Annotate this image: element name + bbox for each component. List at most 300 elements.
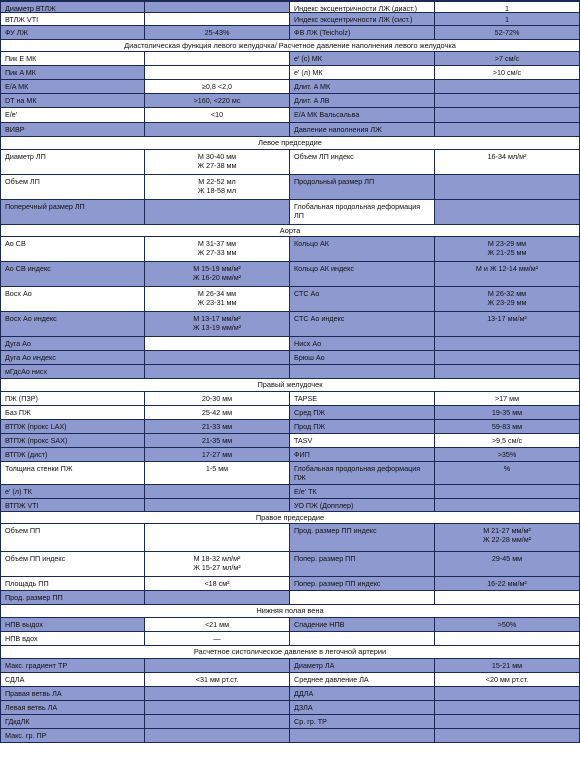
param-label bbox=[0, 687, 145, 701]
table-row bbox=[0, 552, 580, 577]
cell-text: <18 см² bbox=[204, 579, 230, 588]
param-label bbox=[0, 485, 145, 499]
cell-text-line2: Ж 13-19 мм/м² bbox=[192, 323, 242, 333]
cell-text: Продольный размер ЛП bbox=[294, 177, 375, 186]
param-label bbox=[290, 200, 435, 225]
cell-text: 21-35 мм bbox=[201, 436, 233, 445]
cell-text: DT на МК bbox=[5, 96, 37, 105]
cell-text: Ао СВ индекс bbox=[5, 264, 51, 273]
cell-text: Кольцо АК индекс bbox=[294, 264, 354, 273]
param-norm bbox=[145, 715, 290, 729]
section-header bbox=[0, 379, 580, 392]
param-label bbox=[290, 659, 435, 673]
cell-text: >10 см/с bbox=[492, 68, 522, 77]
param-label bbox=[0, 552, 145, 577]
cell-text-line2: Ж 27-33 мм bbox=[197, 248, 237, 258]
cell-text: Попер. размер ПП bbox=[294, 554, 356, 563]
cell-text: Объем ПП bbox=[5, 526, 41, 535]
param-norm bbox=[435, 462, 580, 485]
table-row bbox=[0, 66, 580, 80]
section-title: Нижняя полая вена bbox=[0, 605, 580, 618]
cell-text: Восх Ао индекс bbox=[5, 314, 57, 323]
param-label bbox=[290, 262, 435, 287]
param-norm bbox=[145, 200, 290, 225]
param-norm bbox=[145, 26, 290, 40]
cell-text: 16-34 мл/м² bbox=[487, 152, 527, 161]
param-norm bbox=[145, 577, 290, 591]
table-row bbox=[0, 262, 580, 287]
param-label bbox=[0, 13, 145, 26]
param-label bbox=[0, 365, 145, 379]
cell-text: ВТЛЖ VTI bbox=[5, 15, 39, 24]
cell-text: Диаметр ВТЛЖ bbox=[5, 4, 56, 13]
param-label bbox=[290, 577, 435, 591]
section-title: Правое предсердие bbox=[0, 512, 580, 524]
param-label bbox=[0, 150, 145, 175]
param-norm bbox=[145, 337, 290, 351]
cell-text: Баз ПЖ bbox=[5, 408, 31, 417]
param-norm bbox=[145, 123, 290, 137]
param-norm bbox=[435, 448, 580, 462]
param-label bbox=[0, 406, 145, 420]
param-label bbox=[0, 715, 145, 729]
table-row bbox=[0, 577, 580, 591]
cell-text: Макс. гр. ПР bbox=[5, 731, 47, 740]
param-label bbox=[290, 287, 435, 312]
param-label bbox=[290, 150, 435, 175]
param-label bbox=[0, 26, 145, 40]
param-norm bbox=[145, 52, 290, 66]
cell-text: 25-43% bbox=[204, 28, 230, 37]
param-label bbox=[0, 94, 145, 108]
cell-text: Поперечный размер ЛП bbox=[5, 202, 85, 211]
cell-text: 25-42 мм bbox=[201, 408, 233, 417]
table-row bbox=[0, 200, 580, 225]
table-row bbox=[0, 26, 580, 40]
cell-text: М и Ж 12-14 мм/м² bbox=[475, 264, 539, 273]
param-label bbox=[290, 687, 435, 701]
cell-text: М 26-34 мм bbox=[197, 289, 237, 298]
param-norm bbox=[435, 351, 580, 365]
section-header bbox=[0, 225, 580, 237]
param-label bbox=[0, 729, 145, 743]
param-norm bbox=[435, 94, 580, 108]
cell-text: Сред ПЖ bbox=[294, 408, 326, 417]
cell-text: 17-27 мм bbox=[201, 450, 233, 459]
cell-text: М 23-29 мм bbox=[487, 239, 527, 248]
cell-text: Прод. размер ПП индекс bbox=[294, 526, 377, 535]
param-norm bbox=[435, 524, 580, 552]
cell-text: Диаметр ЛА bbox=[294, 661, 335, 670]
cell-text: Ао СВ bbox=[5, 239, 26, 248]
param-label bbox=[290, 312, 435, 337]
param-label bbox=[0, 632, 145, 646]
param-norm bbox=[145, 462, 290, 485]
param-label bbox=[0, 591, 145, 605]
cell-text: >7 см/с bbox=[494, 54, 520, 63]
table-row bbox=[0, 632, 580, 646]
param-norm bbox=[435, 108, 580, 123]
cell-text: >50% bbox=[497, 620, 517, 629]
cell-text: 21-33 мм bbox=[201, 422, 233, 431]
table-row bbox=[0, 729, 580, 743]
cell-text: НПВ выдох bbox=[5, 620, 43, 629]
param-norm bbox=[435, 591, 580, 605]
param-norm bbox=[145, 618, 290, 632]
cell-text: ФУ ЛЖ bbox=[5, 28, 29, 37]
param-label bbox=[290, 729, 435, 743]
section-title: Диастолическая функция левого желудочка/ Расчетное давление наполнения левого желудочка bbox=[0, 40, 580, 52]
param-norm bbox=[435, 262, 580, 287]
param-label bbox=[0, 52, 145, 66]
param-label bbox=[0, 499, 145, 512]
cell-text: 13-17 мм/м² bbox=[487, 314, 527, 323]
param-norm bbox=[435, 701, 580, 715]
cell-text: E/e' ТК bbox=[294, 487, 317, 496]
cell-text: СТС Ао bbox=[294, 289, 320, 298]
param-norm bbox=[145, 406, 290, 420]
param-label bbox=[290, 434, 435, 448]
cell-text: e' (л) ТК bbox=[5, 487, 32, 496]
cell-text: Нисх Ао bbox=[294, 339, 322, 348]
param-norm bbox=[435, 659, 580, 673]
cell-text: Длит. A МК bbox=[294, 82, 331, 91]
param-label bbox=[290, 673, 435, 687]
table-row bbox=[0, 0, 580, 13]
param-label bbox=[0, 287, 145, 312]
section-header bbox=[0, 40, 580, 52]
cell-text: ДДЛА bbox=[294, 689, 314, 698]
table-row bbox=[0, 351, 580, 365]
cell-text: Давление наполнения ЛЖ bbox=[294, 125, 382, 134]
param-label bbox=[290, 66, 435, 80]
cell-text-line2: ПЖ bbox=[294, 473, 306, 483]
cell-text: Объем ЛП индекс bbox=[294, 152, 354, 161]
cell-text: Индекс эксцентричности ЛЖ (диаст.) bbox=[294, 4, 417, 13]
cell-text: 52-72% bbox=[494, 28, 520, 37]
param-norm bbox=[145, 150, 290, 175]
param-norm bbox=[435, 420, 580, 434]
cell-text: >17 мм bbox=[494, 394, 520, 403]
cell-text-line2: ЛП bbox=[294, 211, 304, 221]
cell-text: 1 bbox=[505, 4, 509, 13]
param-norm bbox=[435, 577, 580, 591]
param-label bbox=[290, 552, 435, 577]
param-norm bbox=[145, 66, 290, 80]
cell-text: ВТПЖ VTI bbox=[5, 501, 39, 510]
param-label bbox=[0, 673, 145, 687]
param-label bbox=[290, 108, 435, 123]
param-norm bbox=[435, 632, 580, 646]
param-label bbox=[290, 618, 435, 632]
table-row bbox=[0, 591, 580, 605]
cell-text-line2: Ж 23-31 мм bbox=[197, 298, 237, 308]
param-label bbox=[0, 577, 145, 591]
cell-text: Пик A МК bbox=[5, 68, 36, 77]
cell-text: НПВ вдох bbox=[5, 634, 38, 643]
cell-text: TASV bbox=[294, 436, 313, 445]
param-norm bbox=[435, 26, 580, 40]
param-norm bbox=[435, 150, 580, 175]
param-label bbox=[290, 13, 435, 26]
param-label bbox=[0, 1, 145, 13]
cell-text: % bbox=[503, 464, 511, 473]
section-header bbox=[0, 512, 580, 524]
cell-text-line2: Ж 22-28 мм/м² bbox=[482, 535, 532, 545]
table-row bbox=[0, 448, 580, 462]
param-norm bbox=[435, 123, 580, 137]
param-norm bbox=[145, 108, 290, 123]
param-norm bbox=[435, 715, 580, 729]
cell-text: Объем ЛП bbox=[5, 177, 40, 186]
param-label bbox=[290, 237, 435, 262]
param-label bbox=[0, 659, 145, 673]
cell-text: ФВ ЛЖ (Teicholz) bbox=[294, 28, 351, 37]
cell-text: Длит. A ЛВ bbox=[294, 96, 330, 105]
param-norm bbox=[435, 618, 580, 632]
cell-text: М 15-19 мм/м² bbox=[193, 264, 241, 273]
param-label bbox=[290, 175, 435, 200]
param-norm bbox=[435, 687, 580, 701]
cell-text: Спадение НПВ bbox=[294, 620, 345, 629]
cell-text: E/A МК bbox=[5, 82, 29, 91]
cell-text: E/A МК Вальсальва bbox=[294, 110, 360, 119]
cell-text: ≥0,8 <2,0 bbox=[201, 82, 233, 91]
param-norm bbox=[435, 312, 580, 337]
section-title: Расчетное систолическое давление в легочной артерии bbox=[0, 646, 580, 659]
cell-text: УО ПЖ (Допплер) bbox=[294, 501, 354, 510]
cell-text: Пик E МК bbox=[5, 54, 37, 63]
table-row bbox=[0, 365, 580, 379]
param-label bbox=[290, 715, 435, 729]
param-label bbox=[290, 632, 435, 646]
cell-text: ГДкдЛК bbox=[5, 717, 30, 726]
param-label bbox=[290, 448, 435, 462]
cell-text: Попер. размер ПП индекс bbox=[294, 579, 381, 588]
param-norm bbox=[145, 175, 290, 200]
cell-text: ВТПЖ (прокс LAX) bbox=[5, 422, 67, 431]
cell-text: <20 мм рт.ст. bbox=[485, 675, 529, 684]
cell-text: ФИП bbox=[294, 450, 310, 459]
table-row bbox=[0, 52, 580, 66]
cell-text: <10 bbox=[210, 110, 224, 119]
cell-text: Макс. градиент ТР bbox=[5, 661, 68, 670]
cell-text: Объем ПП индекс bbox=[5, 554, 66, 563]
table-row bbox=[0, 434, 580, 448]
cell-text: — bbox=[213, 634, 221, 643]
cell-text: Глобальная продольная деформация bbox=[294, 464, 421, 473]
param-norm bbox=[145, 80, 290, 94]
cell-text: М 22-52 мл bbox=[198, 177, 236, 186]
param-norm bbox=[435, 287, 580, 312]
param-label bbox=[290, 94, 435, 108]
param-label bbox=[290, 52, 435, 66]
param-norm bbox=[145, 729, 290, 743]
table-row bbox=[0, 701, 580, 715]
param-label bbox=[290, 80, 435, 94]
param-label bbox=[290, 392, 435, 406]
cell-text: Ср. гр. ТР bbox=[294, 717, 327, 726]
param-label bbox=[0, 337, 145, 351]
table-row bbox=[0, 237, 580, 262]
cell-text: Брюш Ао bbox=[294, 353, 325, 362]
cell-text: СДЛА bbox=[5, 675, 25, 684]
param-norm bbox=[145, 659, 290, 673]
cell-text: М 31-37 мм bbox=[197, 239, 237, 248]
param-norm bbox=[145, 485, 290, 499]
section-header bbox=[0, 605, 580, 618]
param-label bbox=[290, 406, 435, 420]
param-norm bbox=[145, 94, 290, 108]
table-row bbox=[0, 406, 580, 420]
param-label bbox=[0, 200, 145, 225]
param-norm bbox=[145, 701, 290, 715]
cell-text: 1 bbox=[505, 15, 509, 24]
cell-text: Правая ветвь ЛА bbox=[5, 689, 62, 698]
table-row bbox=[0, 337, 580, 351]
param-label bbox=[290, 365, 435, 379]
param-label bbox=[290, 26, 435, 40]
cell-text: >35% bbox=[497, 450, 517, 459]
cell-text: Толщина стенки ПЖ bbox=[5, 464, 73, 473]
cell-text-line2: Ж 15-27 мл/м² bbox=[193, 563, 241, 573]
param-norm bbox=[435, 499, 580, 512]
cell-text-line2: Ж 23-29 мм bbox=[487, 298, 527, 308]
param-label bbox=[0, 524, 145, 552]
param-norm bbox=[145, 524, 290, 552]
param-norm bbox=[145, 287, 290, 312]
table-row bbox=[0, 80, 580, 94]
table-row bbox=[0, 287, 580, 312]
param-norm bbox=[435, 13, 580, 26]
cell-text: М 18-32 мл/м² bbox=[193, 554, 241, 563]
table-row bbox=[0, 659, 580, 673]
param-norm bbox=[435, 200, 580, 225]
section-header bbox=[0, 646, 580, 659]
param-norm bbox=[145, 591, 290, 605]
table-row bbox=[0, 108, 580, 123]
cell-text: ВТПЖ (прокс SAX) bbox=[5, 436, 68, 445]
param-label bbox=[290, 499, 435, 512]
param-label bbox=[0, 66, 145, 80]
table-row bbox=[0, 687, 580, 701]
param-norm bbox=[435, 406, 580, 420]
param-label bbox=[0, 237, 145, 262]
param-norm bbox=[435, 1, 580, 13]
cell-text: ДЗЛА bbox=[294, 703, 313, 712]
cell-text: 20-30 мм bbox=[201, 394, 233, 403]
cell-text: Среднее давление ЛА bbox=[294, 675, 369, 684]
table-row bbox=[0, 524, 580, 552]
param-norm bbox=[435, 365, 580, 379]
table-row bbox=[0, 312, 580, 337]
cell-text: e' (с) МК bbox=[294, 54, 322, 63]
param-norm bbox=[435, 337, 580, 351]
cell-text: Площадь ПП bbox=[5, 579, 49, 588]
cell-text: СТС Ао индекс bbox=[294, 314, 345, 323]
section-title: Правый желудочек bbox=[0, 379, 580, 392]
cell-text: Кольцо АК bbox=[294, 239, 329, 248]
section-title: Аорта bbox=[0, 225, 580, 237]
table-row bbox=[0, 618, 580, 632]
param-norm bbox=[145, 351, 290, 365]
table-row bbox=[0, 499, 580, 512]
cell-text-line2: Ж 18-58 мл bbox=[197, 186, 237, 196]
table-row bbox=[0, 123, 580, 137]
cell-text: Диаметр ЛП bbox=[5, 152, 46, 161]
param-norm bbox=[145, 434, 290, 448]
param-label bbox=[290, 485, 435, 499]
cell-text: Восх Ао bbox=[5, 289, 32, 298]
param-norm bbox=[145, 552, 290, 577]
cell-text: TAPSE bbox=[294, 394, 318, 403]
table-row bbox=[0, 462, 580, 485]
cell-text: 1-5 мм bbox=[205, 464, 229, 473]
section-title: Левое предсердие bbox=[0, 137, 580, 150]
param-label bbox=[0, 434, 145, 448]
param-label bbox=[0, 108, 145, 123]
cell-text-line2: Ж 21-25 мм bbox=[487, 248, 527, 258]
table-row bbox=[0, 392, 580, 406]
param-norm bbox=[435, 237, 580, 262]
cell-text: Дуга Ао индекс bbox=[5, 353, 56, 362]
table-row bbox=[0, 13, 580, 26]
param-label bbox=[290, 591, 435, 605]
cell-text: 29-45 мм bbox=[491, 554, 523, 563]
cell-text: 19-35 мм bbox=[491, 408, 523, 417]
cell-text: <21 мм bbox=[204, 620, 230, 629]
param-norm bbox=[145, 392, 290, 406]
param-norm bbox=[145, 420, 290, 434]
param-label bbox=[0, 618, 145, 632]
section-header bbox=[0, 137, 580, 150]
table-row bbox=[0, 150, 580, 175]
param-norm bbox=[435, 485, 580, 499]
cell-text-line2: Ж 27-38 мм bbox=[197, 161, 237, 171]
param-label bbox=[0, 351, 145, 365]
param-label bbox=[290, 123, 435, 137]
param-norm bbox=[145, 365, 290, 379]
table-row bbox=[0, 175, 580, 200]
param-norm bbox=[145, 1, 290, 13]
cell-text: >160, <220 мс bbox=[193, 96, 241, 105]
table-row bbox=[0, 94, 580, 108]
param-label bbox=[0, 701, 145, 715]
table-row bbox=[0, 485, 580, 499]
param-label bbox=[0, 312, 145, 337]
cell-text: М 30-40 мм bbox=[197, 152, 237, 161]
cell-text: Глобальная продольная деформация bbox=[294, 202, 421, 211]
param-label bbox=[0, 175, 145, 200]
param-label bbox=[290, 701, 435, 715]
param-label bbox=[0, 420, 145, 434]
cell-text: ВИВР bbox=[5, 125, 25, 134]
cell-text: М 21-27 мм/м² bbox=[483, 526, 531, 535]
param-label bbox=[290, 524, 435, 552]
param-norm bbox=[145, 687, 290, 701]
param-label bbox=[0, 392, 145, 406]
cell-text: Левая ветвь ЛА bbox=[5, 703, 58, 712]
param-norm bbox=[145, 262, 290, 287]
param-norm bbox=[145, 673, 290, 687]
cell-text: Прод. размер ПП bbox=[5, 593, 63, 602]
param-label bbox=[0, 80, 145, 94]
cell-text: >9,5 см/с bbox=[491, 436, 523, 445]
cell-text: Прод ПЖ bbox=[294, 422, 325, 431]
table-row bbox=[0, 715, 580, 729]
param-label bbox=[0, 462, 145, 485]
param-norm bbox=[435, 434, 580, 448]
